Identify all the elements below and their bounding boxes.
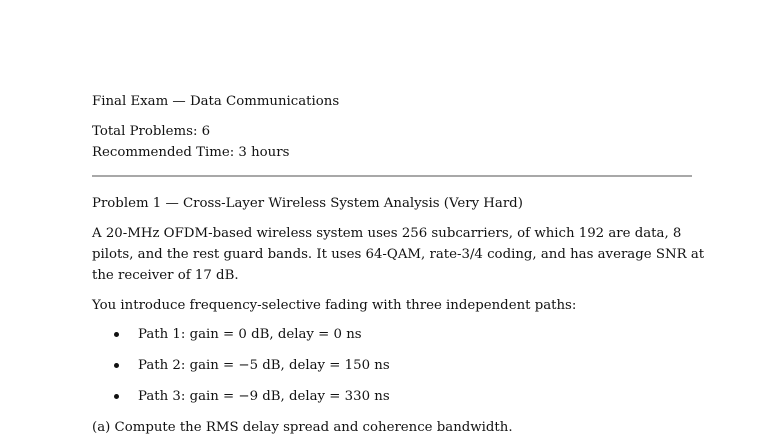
intro-line: A 20-MHz OFDM-based wireless system uses 256 subcarriers, of which 192 are data, 8 [92, 226, 682, 241]
path-text: Path 1: gain = 0 dB, delay = 0 ns [138, 327, 362, 342]
exam-title: Final Exam — Data Communications [92, 94, 340, 109]
intro-line: pilots, and the rest guard bands. It uses 64-QAM, rate-3/4 coding, and has average SNR at [92, 247, 705, 262]
bullet-icon [114, 363, 119, 368]
exam-meta [92, 121, 692, 163]
recommended-time: Recommended Time: 3 hours [92, 145, 290, 160]
fading-intro: You introduce frequency-selective fading with three independent paths: [92, 298, 577, 313]
path-text: Path 2: gain = −5 dB, delay = 150 ns [138, 358, 390, 373]
bullet-icon [114, 394, 119, 399]
problem-1-title: Problem 1 — Cross-Layer Wireless System Analysis (Very Hard) [92, 196, 523, 211]
problem-1-intro [92, 223, 705, 286]
intro-line: the receiver of 17 dB. [92, 268, 239, 283]
section-divider [92, 175, 692, 177]
exam-document [92, 91, 705, 438]
path-list [92, 324, 692, 407]
path-list-item [114, 386, 692, 407]
bullet-icon [114, 332, 119, 337]
total-problems: Total Problems: 6 [92, 124, 211, 139]
path-text: Path 3: gain = −9 dB, delay = 330 ns [138, 389, 390, 404]
path-list-item [114, 324, 692, 345]
part-a-question: (a) Compute the RMS delay spread and coherence bandwidth. [92, 420, 513, 435]
path-list-item [114, 355, 692, 376]
